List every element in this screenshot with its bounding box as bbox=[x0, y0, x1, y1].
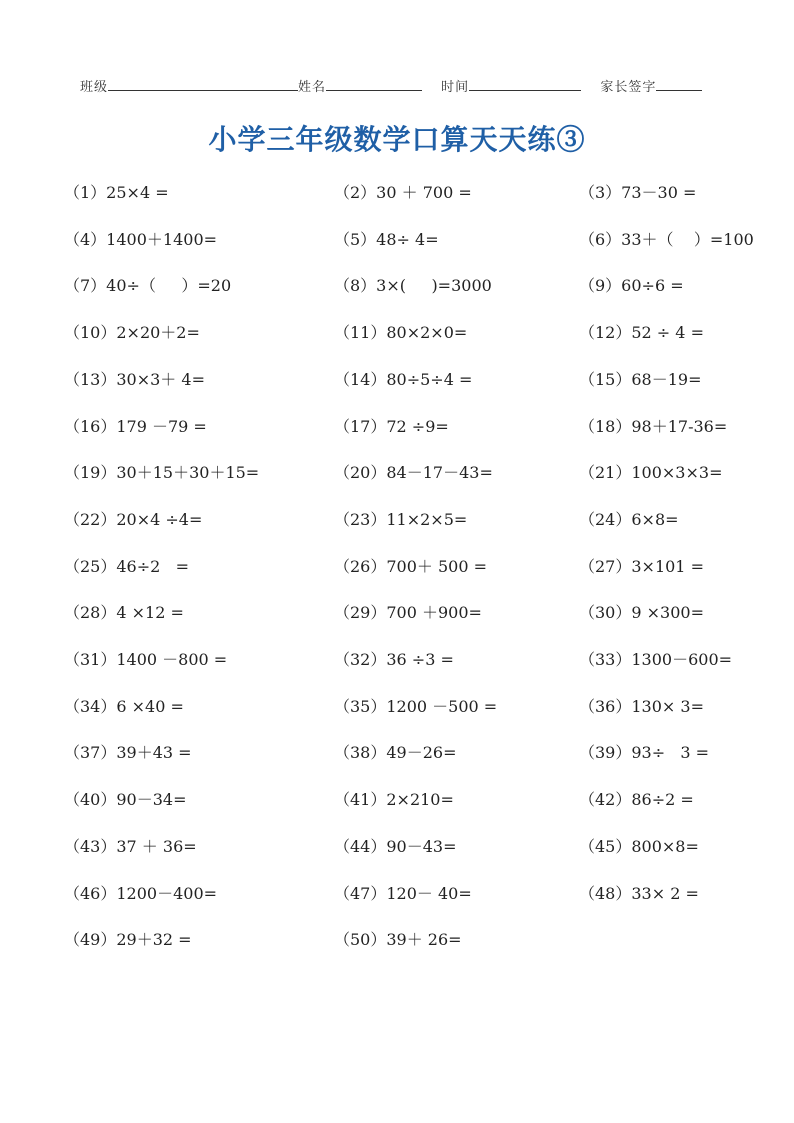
problem-34: （34）6 ×40 = bbox=[64, 696, 184, 716]
problem-35: （35）1200 －500 = bbox=[334, 696, 498, 716]
problem-24: （24）6×8= bbox=[579, 509, 679, 529]
name-blank[interactable] bbox=[326, 78, 422, 91]
problem-19: （19）30＋15＋30＋15= bbox=[64, 463, 260, 483]
class-blank[interactable] bbox=[108, 78, 298, 91]
problem-40: （40）90－34= bbox=[64, 790, 187, 810]
problem-4: （4）1400＋1400= bbox=[64, 229, 218, 249]
problem-23: （23）11×2×5= bbox=[334, 509, 468, 529]
problem-28: （28）4 ×12 = bbox=[64, 603, 184, 623]
problem-7: （7）40÷（ ）=20 bbox=[64, 276, 232, 296]
problem-46: （46）1200－400= bbox=[64, 883, 218, 903]
problem-49: （49）29＋32 = bbox=[64, 930, 192, 950]
problem-21: （21）100×3×3= bbox=[579, 463, 723, 483]
problem-31: （31）1400 －800 = bbox=[64, 650, 228, 669]
problem-47: （47）120－ 40= bbox=[334, 883, 472, 903]
problem-14: （14）80÷5÷4 = bbox=[334, 369, 473, 389]
problem-11: （11）80×2×0= bbox=[334, 323, 468, 343]
parent-signature-blank[interactable] bbox=[656, 78, 702, 91]
problem-2: （2）30 ＋ 700 = bbox=[334, 183, 472, 202]
problem-6: （6）33＋（ ）=100 bbox=[579, 229, 754, 249]
problem-15: （15）68－19= bbox=[579, 369, 702, 389]
problem-36: （36）130× 3= bbox=[579, 696, 704, 716]
problem-45: （45）800×8= bbox=[579, 836, 699, 856]
problem-5: （5）48÷ 4= bbox=[334, 229, 439, 249]
problem-42: （42）86÷2 = bbox=[579, 790, 694, 810]
problem-17: （17）72 ÷9= bbox=[334, 416, 449, 436]
problem-12: （12）52 ÷ 4 = bbox=[579, 323, 704, 343]
class-label: 班级 bbox=[80, 80, 109, 95]
problem-48: （48）33× 2 = bbox=[579, 883, 699, 903]
problem-1: （1）25×4 = bbox=[64, 183, 169, 202]
problem-39: （39）93÷ 3 = bbox=[579, 743, 710, 763]
problem-43: （43）37 ＋ 36= bbox=[64, 836, 197, 856]
problem-30: （30）9 ×300= bbox=[579, 603, 704, 623]
problem-18: （18）98＋17-36= bbox=[579, 416, 728, 436]
problem-29: （29）700 ＋900= bbox=[334, 603, 482, 623]
parent-signature-label: 家长签字 bbox=[600, 80, 657, 95]
problem-20: （20）84－17－43= bbox=[334, 463, 493, 483]
problem-32: （32）36 ÷3 = bbox=[334, 650, 454, 669]
student-info-header bbox=[80, 76, 730, 95]
problem-22: （22）20×4 ÷4= bbox=[64, 509, 203, 529]
problem-16: （16）179 －79 = bbox=[64, 416, 207, 436]
time-label: 时间 bbox=[441, 80, 470, 95]
problem-3: （3）73－30 = bbox=[579, 183, 697, 202]
problem-13: （13）30×3＋ 4= bbox=[64, 369, 205, 389]
problem-10: （10）2×20＋2= bbox=[64, 323, 200, 343]
problem-37: （37）39＋43 = bbox=[64, 743, 192, 763]
problem-27: （27）3×101 = bbox=[579, 556, 704, 576]
problem-33: （33）1300－600= bbox=[579, 650, 733, 669]
problem-41: （41）2×210= bbox=[334, 790, 454, 810]
problem-50: （50）39＋ 26= bbox=[334, 930, 462, 950]
time-blank[interactable] bbox=[469, 78, 581, 91]
problem-44: （44）90－43= bbox=[334, 836, 457, 856]
name-label: 姓名 bbox=[298, 80, 327, 95]
problem-25: （25）46÷2 = bbox=[64, 556, 189, 576]
problem-26: （26）700＋ 500 = bbox=[334, 556, 488, 576]
problem-8: （8）3×( )=3000 bbox=[334, 276, 492, 296]
problem-38: （38）49－26= bbox=[334, 743, 457, 763]
problem-9: （9）60÷6 = bbox=[579, 276, 684, 296]
worksheet-title: 小学三年级数学口算天天练③ bbox=[208, 123, 586, 156]
